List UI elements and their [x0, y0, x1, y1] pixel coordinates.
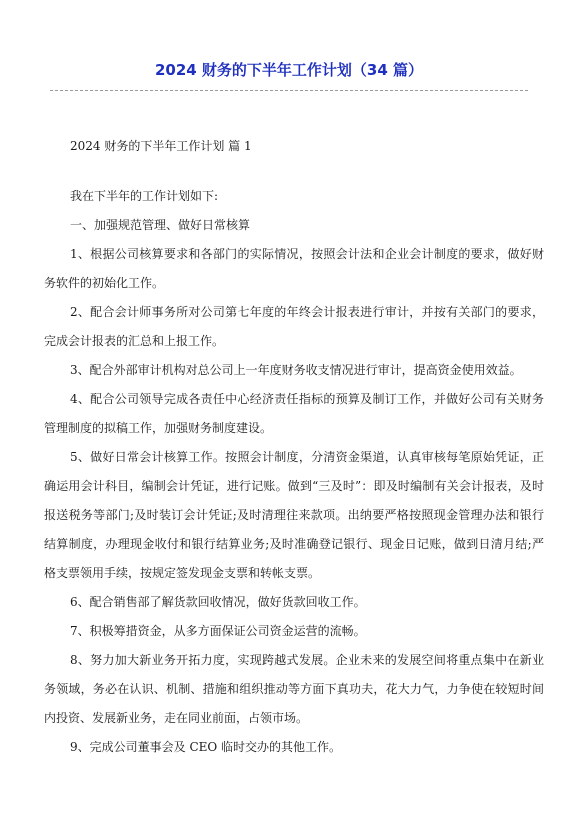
- paragraph-heading-1: 一、加强规范管理、做好日常核算: [70, 218, 251, 232]
- paragraph-item-1: 1、根据公司核算要求和各部门的实际情况，按照会计法和企业会计制度的要求，做好财务软件的初始化工作。: [44, 247, 544, 290]
- paragraph-item-5: 5、做好日常会计核算工作。按照会计制度，分清资金渠道，认真审核每笔原始凭证，正确运用会计科目，编制会计凭证，进行记账。做到“三及时”：即及时编制有关会计报表，及时报送税务等部门;及时装订会计凭证;及时清理往来款项。出纳要严格按照现金管理办法和银行结算制度，办理现金收付和银行结算业务;及时准确登记银行、现金日记账，做到日清月结;严格支票领用手续，按规定签发现金支票和转帐支票。: [44, 450, 544, 580]
- paragraph-item-7: 7、积极筹措资金，从多方面保证公司资金运营的流畅。: [70, 624, 366, 638]
- paragraph-item-8: 8、努力加大新业务开拓力度，实现跨越式发展。企业未来的发展空间将重点集中在新业务领域，务必在认识、机制、措施和组织推动等方面下真功夫，花大力气，力争使在较短时间内投资、发展新业务，走在同业前面，占领市场。: [44, 653, 544, 725]
- section-heading: 2024 财务的下半年工作计划 篇 1: [70, 139, 252, 153]
- section-spacer: [44, 161, 544, 182]
- title-divider: [50, 90, 528, 91]
- paragraph-item-3: 3、配合外部审计机构对总公司上一年度财务收支情况进行审计，提高资金使用效益。: [70, 363, 522, 377]
- paragraph-item-4: 4、配合公司领导完成各责任中心经济责任指标的预算及制订工作，并做好公司有关财务管理制度的拟稿工作，加强财务制度建设。: [44, 392, 544, 435]
- paragraph-item-2: 2、配合会计师事务所对公司第七年度的年终会计报表进行审计，并按有关部门的要求，完成会计报表的汇总和上报工作。: [44, 305, 544, 348]
- paragraph-intro: 我在下半年的工作计划如下:: [70, 189, 219, 203]
- document-title: 2024 财务的下半年工作计划（34 篇）: [154, 61, 424, 79]
- document-body: [44, 132, 544, 762]
- paragraph-item-9: 9、完成公司董事会及 CEO 临时交办的其他工作。: [70, 740, 342, 754]
- paragraph-item-6: 6、配合销售部了解货款回收情况，做好货款回收工作。: [70, 595, 366, 609]
